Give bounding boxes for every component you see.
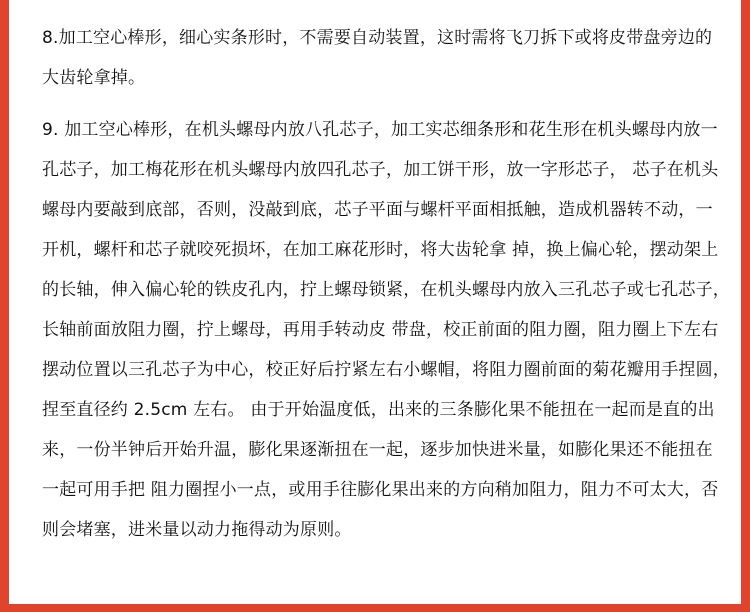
text-line: 9. 加工空心棒形，在机头螺母内放八孔芯子，加工实芯细条形和花生形在机头螺母内放一 [42, 120, 718, 140]
text-line: 螺母内要敲到底部，否则，没敲到底，芯子平面与螺杆平面相抵触，造成机器转不动，一 [42, 200, 713, 220]
text-line: 摆动位置以三孔芯子为中心，校正好后拧紧左右小螺帽，将阻力圈前面的菊花瓣用手捏圆， [42, 360, 730, 380]
text-line: 孔芯子，加工梅花形在机头螺母内放四孔芯子，加工饼干形，放一字形芯子， 芯子在机头 [42, 160, 719, 180]
text-line: 长轴前面放阻力圈，拧上螺母，再用手转动皮 带盘，校正前面的阻力圈，阻力圈上下左右 [42, 320, 719, 340]
text-line: 的长轴，伸入偏心轮的铁皮孔内，拧上螺母锁紧，在机头螺母内放入三孔芯子或七孔芯子， [42, 280, 730, 300]
text-line: 大齿轮拿掉。 [42, 68, 146, 88]
text-line: 一起可用手把 阻力圈捏小一点，或用手往膨化果出来的方向稍加阻力，阻力不可太大，否 [42, 480, 719, 500]
text-line: 8.加工空心棒形，细心实条形时，不需要自动装置，这时需将飞刀拆下或将皮带盘旁边的 [42, 28, 713, 48]
text-line: 则会堵塞，进米量以动力拖得动为原则。 [42, 520, 352, 540]
paragraph-9 [42, 110, 732, 550]
text-line: 捏至直径约 2.5cm 左右。 由于开始温度低，出来的三条膨化果不能扭在一起而是直的出 [42, 400, 715, 420]
text-line: 来，一份半钟后开始升温，膨化果逐渐扭在一起，逐步加快进米量，如膨化果还不能扭在 [42, 440, 713, 460]
document-body [42, 18, 732, 550]
paragraph-8 [42, 18, 732, 98]
text-line: 开机，螺杆和芯子就咬死损坏，在加工麻花形时，将大齿轮拿 掉，换上偏心轮，摆动架上 [42, 240, 719, 260]
